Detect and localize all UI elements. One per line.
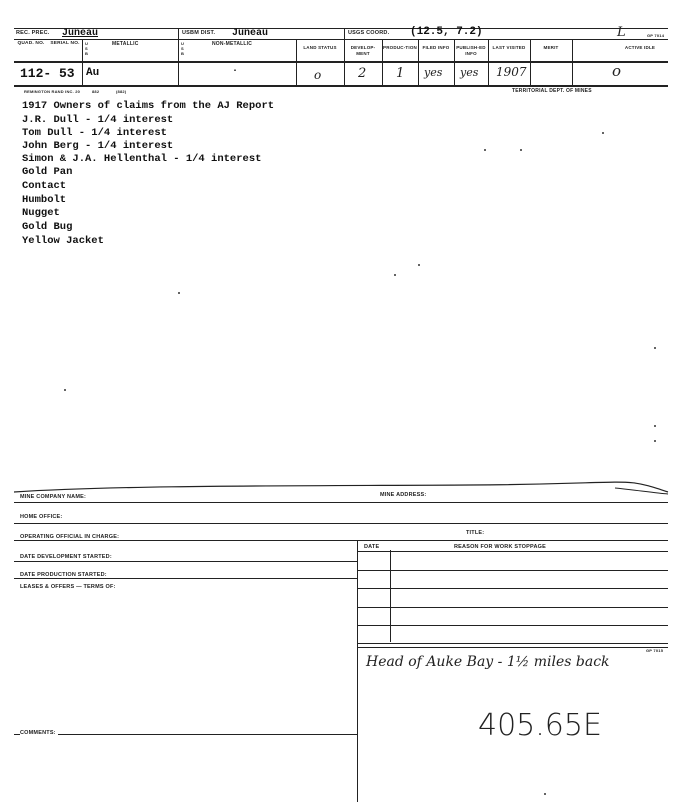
record-land-status: o xyxy=(314,68,322,82)
form-number: GP 7014 xyxy=(647,33,665,38)
date-header: DATE xyxy=(364,544,380,550)
speck xyxy=(654,425,656,427)
printer-code-1: 882 xyxy=(92,89,100,94)
speck xyxy=(602,132,604,134)
usbm-dist-value: Juneau xyxy=(232,28,269,39)
printer-code-2: (882) xyxy=(116,89,127,94)
record-published-info: yes xyxy=(460,66,479,79)
col-development: DEVELOP-MENT xyxy=(350,45,376,56)
record-development: 2 xyxy=(358,66,367,81)
divider xyxy=(14,561,357,562)
col-published-info: PUBLISH-ED INFO xyxy=(456,45,486,56)
notes-line: J.R. Dull - 1/4 interest xyxy=(22,114,174,126)
record-quad-serial: 112- 53 xyxy=(20,66,75,81)
speck xyxy=(544,793,546,795)
col-merit: MERIT xyxy=(543,45,559,50)
speck xyxy=(418,264,420,266)
col-quad-no: QUAD. NO. xyxy=(17,41,45,46)
divider xyxy=(14,578,357,579)
rec-prec-value: Juneau xyxy=(62,28,99,39)
col-production: PRODUC-TION xyxy=(383,45,417,50)
notes-line: Humbolt xyxy=(22,194,67,206)
notes-line: Simon & J.A. Hellenthal - 1/4 interest xyxy=(22,153,262,165)
divider xyxy=(14,502,668,503)
mine-company-name-label: MINE COMPANY NAME: xyxy=(20,494,87,500)
divider xyxy=(357,607,668,608)
header-top-rule xyxy=(14,28,668,29)
header-bottom-rule xyxy=(14,61,668,63)
record-metallic: Au xyxy=(86,67,100,79)
col-filed-info: FILED INFO xyxy=(422,45,450,50)
notes-line: Contact xyxy=(22,180,67,192)
divider xyxy=(357,540,358,647)
record-bottom-rule xyxy=(14,85,668,87)
col-land-status: LAND STATUS xyxy=(303,45,337,50)
divider xyxy=(572,39,573,85)
operating-official-label: OPERATING OFFICIAL IN CHARGE: xyxy=(20,534,120,540)
usbm-dist-label: USBM DIST. xyxy=(182,30,216,36)
home-office-label: HOME OFFICE: xyxy=(20,514,63,520)
speck xyxy=(654,440,656,442)
divider xyxy=(82,39,83,85)
usgs-coord-value: (12.5, 7.2) xyxy=(410,26,483,38)
top-wavy-rule xyxy=(0,470,678,500)
notes-line: Nugget xyxy=(22,207,60,219)
title-label: TITLE: xyxy=(466,530,485,536)
notes-line: 1917 Owners of claims from the AJ Report xyxy=(22,100,275,112)
form-number-2: GP 7015 xyxy=(646,648,664,653)
handwritten-location-note: Head of Auke Bay - 1½ miles back xyxy=(366,654,610,670)
notes-line: Yellow Jacket xyxy=(22,235,104,247)
col-serial-no: SERIAL NO. xyxy=(50,41,80,46)
date-development-started-label: DATE DEVELOPMENT STARTED: xyxy=(20,554,112,560)
corner-mark: L xyxy=(617,25,626,40)
col-active-idle: ACTIVE IDLE xyxy=(624,45,656,50)
notes-line: John Berg - 1/4 interest xyxy=(22,140,174,152)
record-production: 1 xyxy=(396,66,405,81)
divider xyxy=(357,588,668,589)
divider xyxy=(357,647,668,648)
header-mid-rule xyxy=(14,39,668,40)
notes-line: Gold Pan xyxy=(22,166,73,178)
record-last-visited: 1907 xyxy=(496,65,527,79)
divider xyxy=(296,39,297,85)
divider xyxy=(14,734,357,735)
notes-line: Gold Bug xyxy=(22,221,73,233)
divider xyxy=(344,28,345,39)
col-usb-right: U S B xyxy=(181,41,185,56)
col-last-visited: LAST VISITED xyxy=(492,45,526,50)
department-label: TERRITORIAL DEPT. OF MINES xyxy=(512,88,592,94)
col-non-metallic: NON-METALLIC xyxy=(212,41,253,47)
speck xyxy=(178,292,180,294)
divider xyxy=(357,643,668,644)
record-filed-info: yes xyxy=(424,66,443,79)
record-active-idle: o xyxy=(612,62,622,80)
divider xyxy=(390,550,391,642)
speck xyxy=(520,149,522,151)
printer-mark: REMINGTON RAND INC. 20 xyxy=(24,89,81,94)
leases-offers-label: LEASES & OFFERS — TERMS OF: xyxy=(20,584,116,590)
divider xyxy=(357,625,668,626)
col-metallic: METALLIC xyxy=(112,41,139,47)
usgs-coord-label: USGS COORD. xyxy=(348,30,390,36)
divider xyxy=(357,570,668,571)
mine-address-label: MINE ADDRESS: xyxy=(380,492,427,498)
divider xyxy=(14,523,668,524)
divider xyxy=(357,551,668,552)
speck xyxy=(394,274,396,276)
divider xyxy=(357,647,358,802)
reason-header: REASON FOR WORK STOPPAGE xyxy=(454,544,546,550)
speck xyxy=(64,389,66,391)
divider xyxy=(178,28,179,39)
date-production-started-label: DATE PRODUCTION STARTED: xyxy=(20,572,107,578)
divider xyxy=(178,39,179,85)
speck xyxy=(484,149,486,151)
rec-prec-label: REC. PREC. xyxy=(16,30,50,36)
speck xyxy=(654,347,656,349)
col-usb-left: U S B xyxy=(85,41,89,56)
comments-label: COMMENTS: xyxy=(20,730,56,736)
handwritten-code: 405.65E xyxy=(478,708,602,743)
record-non-metallic: . xyxy=(232,64,239,75)
notes-line: Tom Dull - 1/4 interest xyxy=(22,127,167,139)
divider xyxy=(14,540,668,541)
